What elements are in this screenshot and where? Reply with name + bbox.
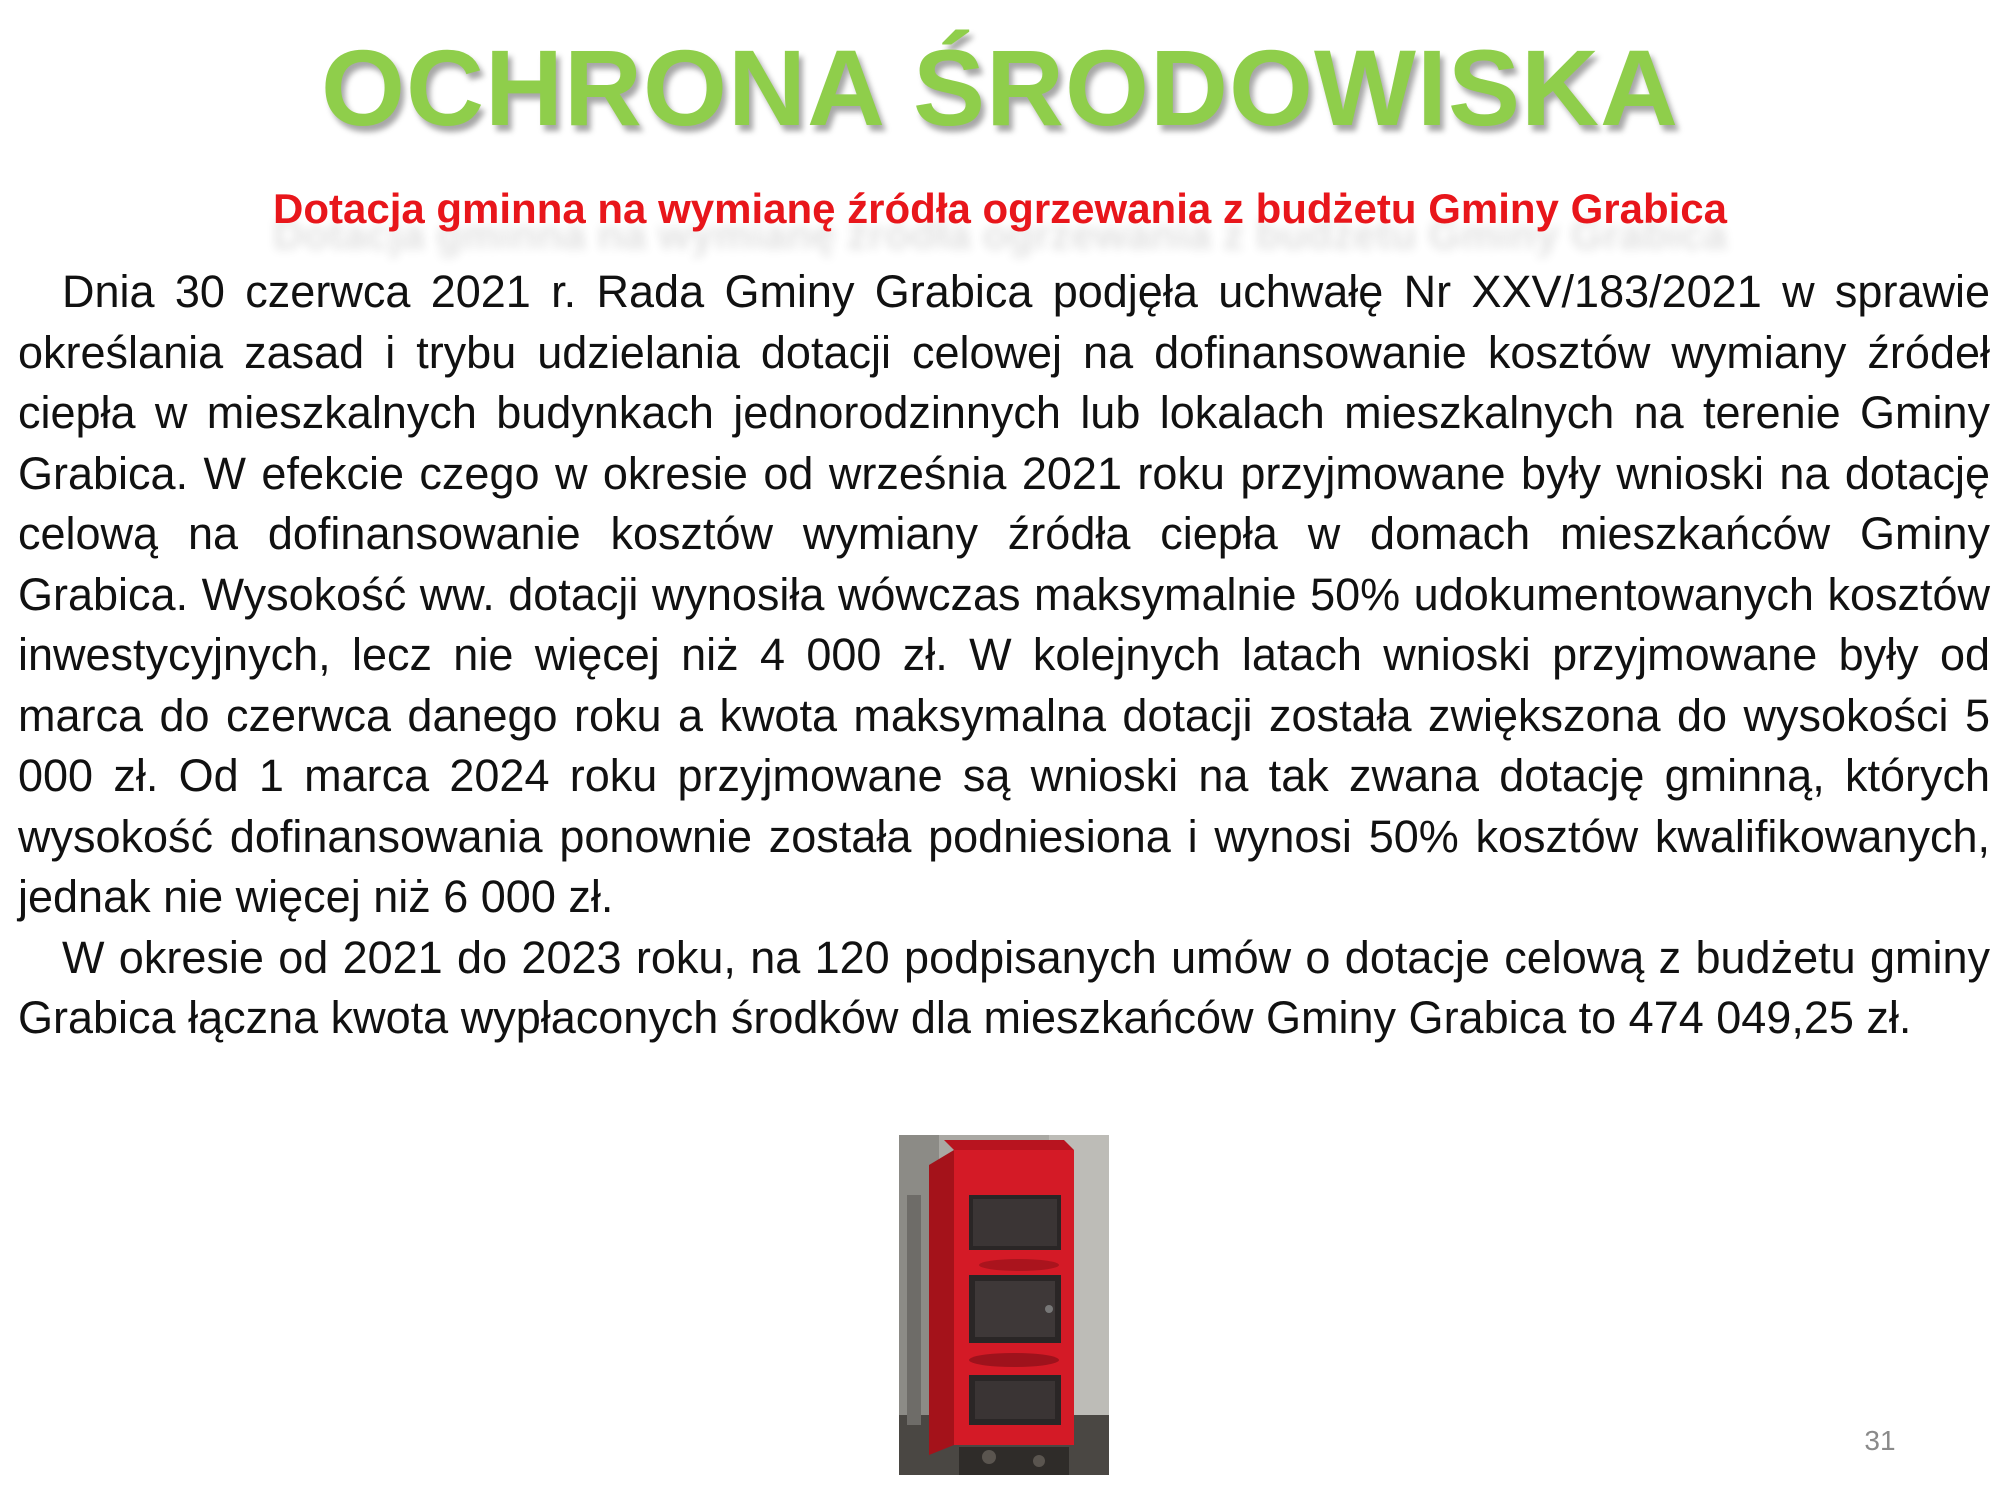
page-subtitle: Dotacja gminna na wymianę źródła ogrzewania z budżetu Gminy Grabica <box>273 185 1727 232</box>
page-number: 31 <box>1864 1425 1896 1456</box>
paragraph-1: Dnia 30 czerwca 2021 r. Rada Gminy Grabica podjęła uchwałę Nr XXV/183/2021 w sprawie określania zasad i trybu udzielania dotacji celowej na dofinansowanie kosztów wymiany źródeł ciepła w mieszkalnych budynkach jednorodzinnych lub lokalach mieszkalnych na terenie Gminy Grabica. W efekcie czego w okresie od września 2021 roku przyjmowane były wnioski na dotację celową na dofinansowanie kosztów wymiany źródła ciepła w domach mieszkańców Gminy Grabica. Wysokość ww. dotacji wynosiła wówczas maksymalnie 50% udokumentowanych kosztów inwestycyjnych, lecz nie więcej niż 4 000 zł. W kolejnych latach wnioski przyjmowane były od marca do czerwca danego roku a kwota maksymalna dotacji została zwiększona do wysokości 5 000 zł. Od 1 marca 2024 roku przyjmowane są wnioski na tak zwana dotację gminną, których wysokość dofinansowania ponownie została podniesiona i wynosi 50% kosztów kwalifikowanych, jednak nie więcej niż 6 000 zł. <box>18 266 1990 922</box>
boiler-illustration <box>899 1135 1109 1475</box>
boiler-photo <box>899 1135 1109 1475</box>
page-title: OCHRONA ŚRODOWISKA <box>321 27 1679 148</box>
paragraph-2: W okresie od 2021 do 2023 roku, na 120 podpisanych umów o dotacje celową z budżetu gminy Grabica łączna kwota wypłaconych środków dla mieszkańców Gminy Grabica to 474 049,25 zł. <box>18 931 1990 1043</box>
body-text <box>18 262 1990 1049</box>
